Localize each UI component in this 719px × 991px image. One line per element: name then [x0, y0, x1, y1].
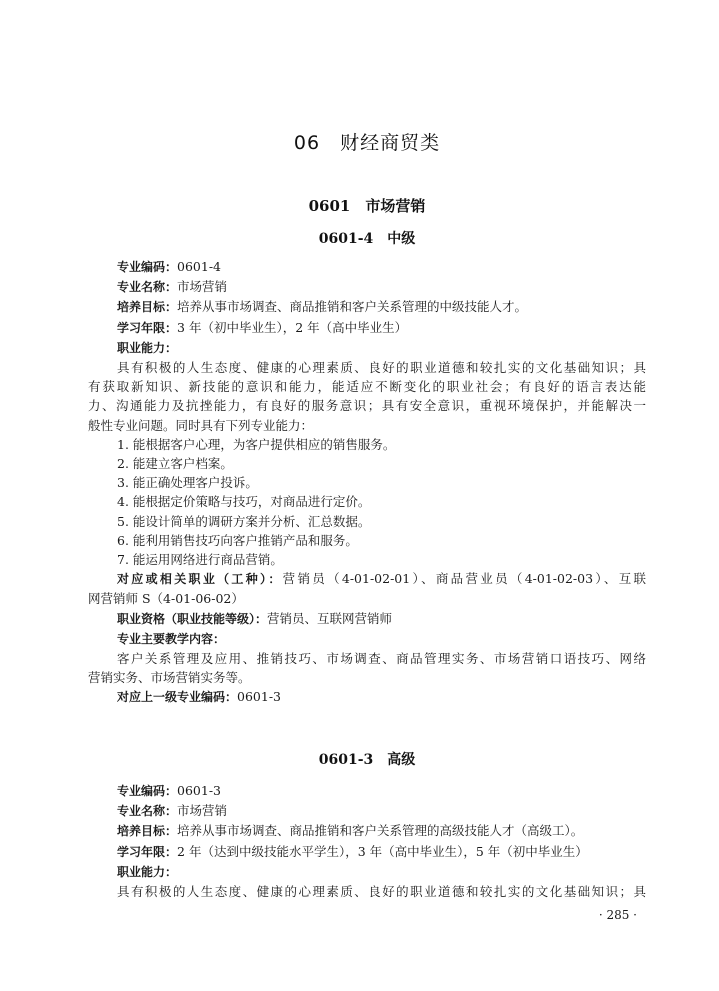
- name-row: [88, 277, 646, 297]
- field-label: 专业编码：: [117, 784, 178, 798]
- level-intermediate-block: [88, 257, 646, 708]
- level-title-advanced: 0601-3 高级: [318, 752, 416, 768]
- ability-item: 7. 能运用网络进行商品营销。: [117, 552, 283, 568]
- paragraph-line: 力、沟通能力及抗挫能力，有良好的服务意识；具有安全意识，重视环境保护，并能解决一: [88, 398, 646, 414]
- field-label: 学习年限：: [117, 320, 178, 335]
- field-value: 营销员、互联网营销师: [267, 610, 393, 626]
- paragraph-line: 具有积极的人生态度、健康的心理素质、良好的职业道德和较扎实的文化基础知识；具: [117, 884, 646, 900]
- code-row: [88, 781, 646, 801]
- field-value: 营销员（4-01-02-01）、商品营业员（4-01-02-03）、互联: [282, 571, 646, 587]
- field-label: 专业名称：: [117, 804, 178, 819]
- ability-heading: [88, 338, 646, 358]
- paragraph-line: 般性专业问题。同时具有下列专业能力：: [88, 417, 314, 433]
- field-label: 培养目标：: [117, 824, 178, 839]
- field-label: 培养目标：: [117, 300, 178, 315]
- field-value: 市场营销: [177, 279, 228, 295]
- paragraph-line: 客户关系管理及应用、推销技巧、市场调查、商品管理实务、市场营销口语技巧、网络: [117, 651, 646, 667]
- section-title: 0601 市场营销: [308, 197, 426, 215]
- ability-heading: [88, 862, 646, 882]
- ability-item: 2. 能建立客户档案。: [117, 456, 233, 472]
- paragraph-line: 营销实务、市场营销实务等。: [88, 670, 251, 686]
- field-label: 专业名称：: [117, 280, 178, 295]
- field-label: 对应或相关职业（工种）：: [117, 572, 283, 587]
- field-value: 市场营销: [177, 803, 228, 819]
- goal-row: [88, 297, 646, 317]
- ability-item: 1. 能根据客户心理，为客户提供相应的销售服务。: [117, 436, 396, 452]
- field-label: 职业能力：: [117, 864, 178, 879]
- paragraph-line: 具有积极的人生态度、健康的心理素质、良好的职业道德和较扎实的文化基础知识；具: [117, 360, 646, 376]
- field-label: 专业编码：: [117, 260, 178, 274]
- ability-item: 3. 能正确处理客户投诉。: [117, 475, 258, 491]
- years-row: [88, 842, 646, 862]
- goal-row: [88, 821, 646, 841]
- paragraph-line: 有获取新知识、新技能的意识和能力，能适应不断变化的职业社会；有良好的语言表达能: [88, 379, 646, 395]
- name-row: [88, 801, 646, 821]
- field-value: 0601-3: [177, 783, 222, 798]
- level-title-intermediate: 0601-4 中级: [318, 231, 416, 247]
- field-value: 0601-3: [237, 689, 282, 705]
- field-value: 培养从事市场调查、商品推销和客户关系管理的高级技能人才（高级工）。: [177, 823, 584, 839]
- field-label: 专业主要教学内容：: [117, 631, 226, 646]
- content-heading: [88, 629, 646, 649]
- field-value: 3 年（初中毕业生），2 年（高中毕业生）: [177, 319, 408, 335]
- upper-code-row: [88, 687, 646, 707]
- field-label: 职业能力：: [117, 340, 178, 355]
- field-label: 职业资格（职业技能等级）：: [117, 611, 268, 626]
- page-number: · 285 ·: [598, 908, 637, 922]
- field-label: 对应上一级专业编码：: [117, 690, 238, 705]
- jobs-row-continued: 网营销师 S（4-01-06-02）: [88, 591, 244, 607]
- years-row: [88, 318, 646, 338]
- field-value: 2 年（达到中级技能水平学生），3 年（高中毕业生），5 年（初中毕业生）: [177, 843, 588, 859]
- chapter-title: 06 财经商贸类: [293, 132, 441, 154]
- ability-item: 5. 能设计简单的调研方案并分析、汇总数据。: [117, 513, 371, 529]
- code-row: [88, 257, 646, 277]
- field-value: 培养从事市场调查、商品推销和客户关系管理的中级技能人才。: [177, 299, 528, 315]
- ability-item: 4. 能根据定价策略与技巧，对商品进行定价。: [117, 494, 371, 510]
- cert-row: [88, 609, 646, 629]
- ability-item: 6. 能利用销售技巧向客户推销产品和服务。: [117, 532, 358, 548]
- jobs-row: [88, 569, 646, 589]
- level-advanced-block: [88, 781, 646, 901]
- field-label: 学习年限：: [117, 844, 178, 859]
- field-value: 0601-4: [177, 259, 222, 274]
